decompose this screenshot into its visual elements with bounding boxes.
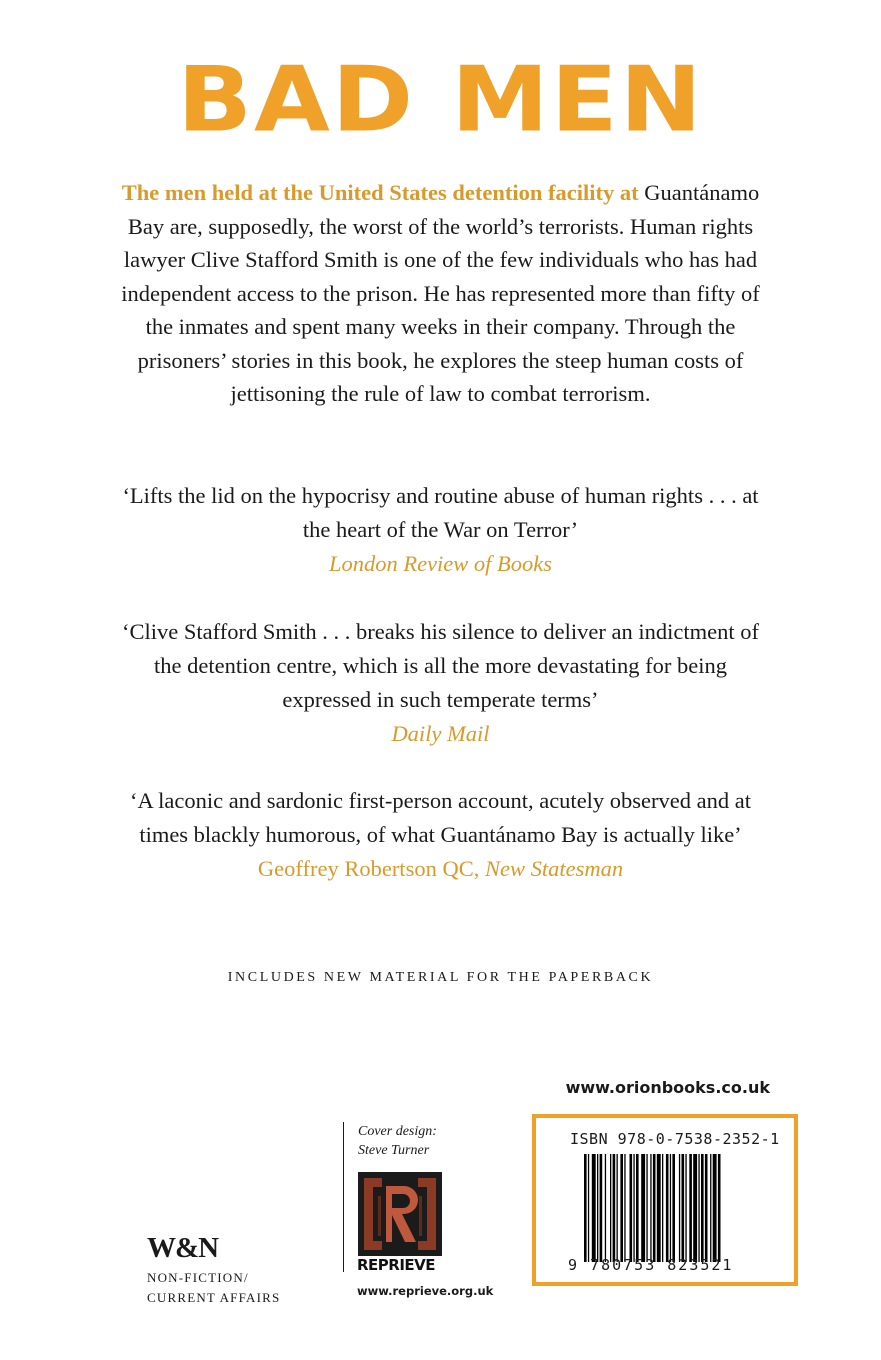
- book-category: [147, 1268, 280, 1308]
- category-line: CURRENT AFFAIRS: [147, 1290, 281, 1305]
- blurb-body: Guantánamo Bay are, supposedly, the worst of the world’s terrorists. Human rights lawyer Clive Stafford Smith is one of the few individuals who has had independent access to the prison. He has represented more than fifty of the inmates and spent many weeks in their company. Through the prisoners’ stories in this book, he explores the steep human costs of jettisoning the rule of law to combat terrorism.: [121, 180, 760, 406]
- barcode-number: 9 780753 823521: [568, 1256, 734, 1274]
- category-line: NON-FICTION/: [147, 1270, 249, 1285]
- barcode-box: [532, 1114, 798, 1286]
- barcode-icon: [584, 1154, 756, 1262]
- publisher-website[interactable]: www.orionbooks.co.uk: [565, 1078, 770, 1097]
- review-quote: [110, 479, 771, 581]
- publisher-logo: W&N: [147, 1232, 219, 1264]
- quote-source: [110, 717, 771, 751]
- book-title: BAD MEN: [177, 47, 704, 153]
- quote-text: ‘Lifts the lid on the hypocrisy and routine abuse of human rights . . . at the heart of the War on Terror’: [122, 483, 759, 542]
- reprieve-logo-icon: [358, 1172, 442, 1256]
- quote-text: ‘A laconic and sardonic first-person account, acutely observed and at times blackly humorous, of what Guantánamo Bay is actually like’: [129, 788, 751, 847]
- review-quote: [110, 615, 771, 751]
- cover-designer: Steve Turner: [358, 1143, 430, 1158]
- cover-design-label: Cover design:: [358, 1124, 437, 1139]
- quote-source-prefix: Geoffrey Robertson QC,: [257, 856, 485, 881]
- quote-source-publication: Daily Mail: [391, 721, 490, 746]
- quote-source-publication: London Review of Books: [328, 551, 553, 576]
- reprieve-website[interactable]: www.reprieve.org.uk: [357, 1284, 494, 1298]
- divider: [343, 1122, 344, 1272]
- blurb: [120, 176, 761, 411]
- review-quote: [110, 784, 771, 886]
- blurb-lead: The men held at the United States detention facility at: [121, 180, 639, 205]
- quote-source: [110, 852, 771, 886]
- quote-source-publication: New Statesman: [484, 856, 624, 881]
- isbn-label: ISBN 978-0-7538-2352-1: [570, 1130, 780, 1148]
- quote-text: ‘Clive Stafford Smith . . . breaks his silence to deliver an indictment of the detention centre, which is all the more devastating for being expressed in such temperate terms’: [122, 619, 759, 712]
- reprieve-name: REPRIEVE: [357, 1256, 436, 1274]
- quote-source: [110, 547, 771, 581]
- cover-credit: [358, 1122, 437, 1160]
- includes-note: INCLUDES NEW MATERIAL FOR THE PAPERBACK: [227, 970, 654, 985]
